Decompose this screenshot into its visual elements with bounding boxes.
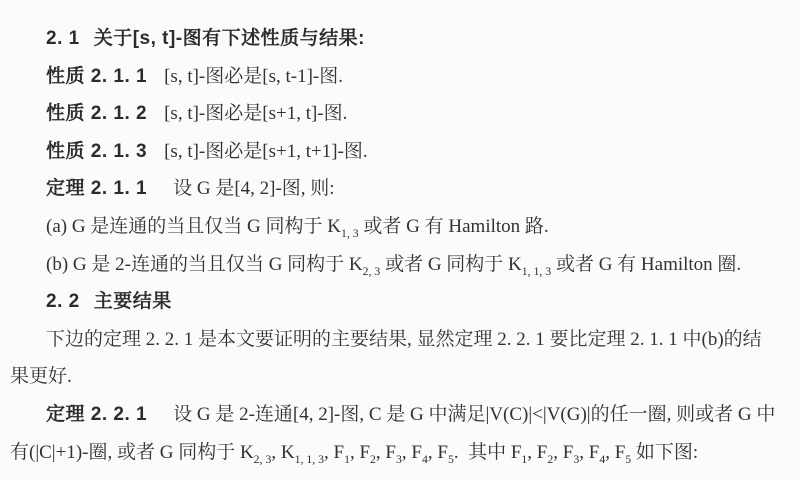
section-2-1-title: 关于[s, t]-图有下述性质与结果: bbox=[93, 28, 365, 49]
main-result-text-1: 下边的定理 2. 2. 1 是本文要证明的主要结果, 显然定理 2. 2. 1 要比定理 2. 1. 1 中(b)的结 bbox=[46, 328, 762, 350]
theorem-2-2-1-text: 设 G 是 2-连通[4, 2]-图, C 是 G 中满足|V(C)|<|V(G)|的任一圈, 则或者 G 中 bbox=[173, 403, 776, 425]
property-2-1-1-line bbox=[0, 58, 800, 96]
property-2-1-1-label: 性质 2. 1. 1 bbox=[46, 65, 148, 87]
property-2-1-3-line bbox=[0, 133, 800, 171]
theorem-2-1-1-item-a bbox=[0, 208, 800, 246]
section-heading-2-2 bbox=[0, 283, 800, 321]
theorem-2-1-1-item-b bbox=[0, 246, 800, 284]
item-b-text: (b) G 是 2-连通的当且仅当 G 同构于 $K_{2, 3}$ 或者 G 同构于 $K_{1, 1, 3}$ 或者 G 有 Hamilton 圈. bbox=[46, 253, 742, 278]
section-heading-2-1 bbox=[0, 20, 800, 58]
theorem-2-1-1-line bbox=[0, 170, 800, 208]
section-2-1-number: 2. 1 bbox=[46, 28, 80, 49]
item-a-text: (a) G 是连通的当且仅当 G 同构于 $K_{1, 3}$ 或者 G 有 Hamilton 路. bbox=[46, 215, 549, 240]
main-result-text-2: 果更好. bbox=[10, 366, 72, 388]
section-2-2-title: 主要结果 bbox=[93, 291, 172, 313]
main-result-paragraph-line-1 bbox=[0, 321, 800, 359]
theorem-2-2-1-line-1 bbox=[0, 396, 800, 434]
theorem-2-1-1-text: 设 G 是[4, 2]-图, 则: bbox=[173, 178, 335, 200]
theorem-2-1-1-label: 定理 2. 1. 1 bbox=[46, 178, 148, 200]
theorem-2-2-1-line-2 bbox=[0, 434, 800, 472]
theorem-2-2-1-text-cont: 有(|C|+1)-圈, 或者 G 同构于 $K_{2, 3}$, $K_{1, 1, 3}$, $F_1$, $F_2$, $F_3$, $F_4$, $F_5$. 其中 $F_1$, $F_2$, $F_3$, $F_4$, $F_5$ 如下图: bbox=[10, 441, 699, 466]
property-2-1-1-text: [s, t]-图必是[s, t-1]-图. bbox=[164, 65, 343, 87]
main-result-paragraph-line-2 bbox=[0, 358, 800, 396]
property-2-1-3-label: 性质 2. 1. 3 bbox=[46, 140, 148, 162]
property-2-1-2-label: 性质 2. 1. 2 bbox=[46, 103, 148, 125]
section-2-2-number: 2. 2 bbox=[46, 291, 80, 313]
property-2-1-2-line bbox=[0, 95, 800, 133]
theorem-2-2-1-label: 定理 2. 2. 1 bbox=[46, 403, 148, 425]
property-2-1-3-text: [s, t]-图必是[s+1, t+1]-图. bbox=[164, 140, 368, 162]
property-2-1-2-text: [s, t]-图必是[s+1, t]-图. bbox=[164, 103, 348, 125]
